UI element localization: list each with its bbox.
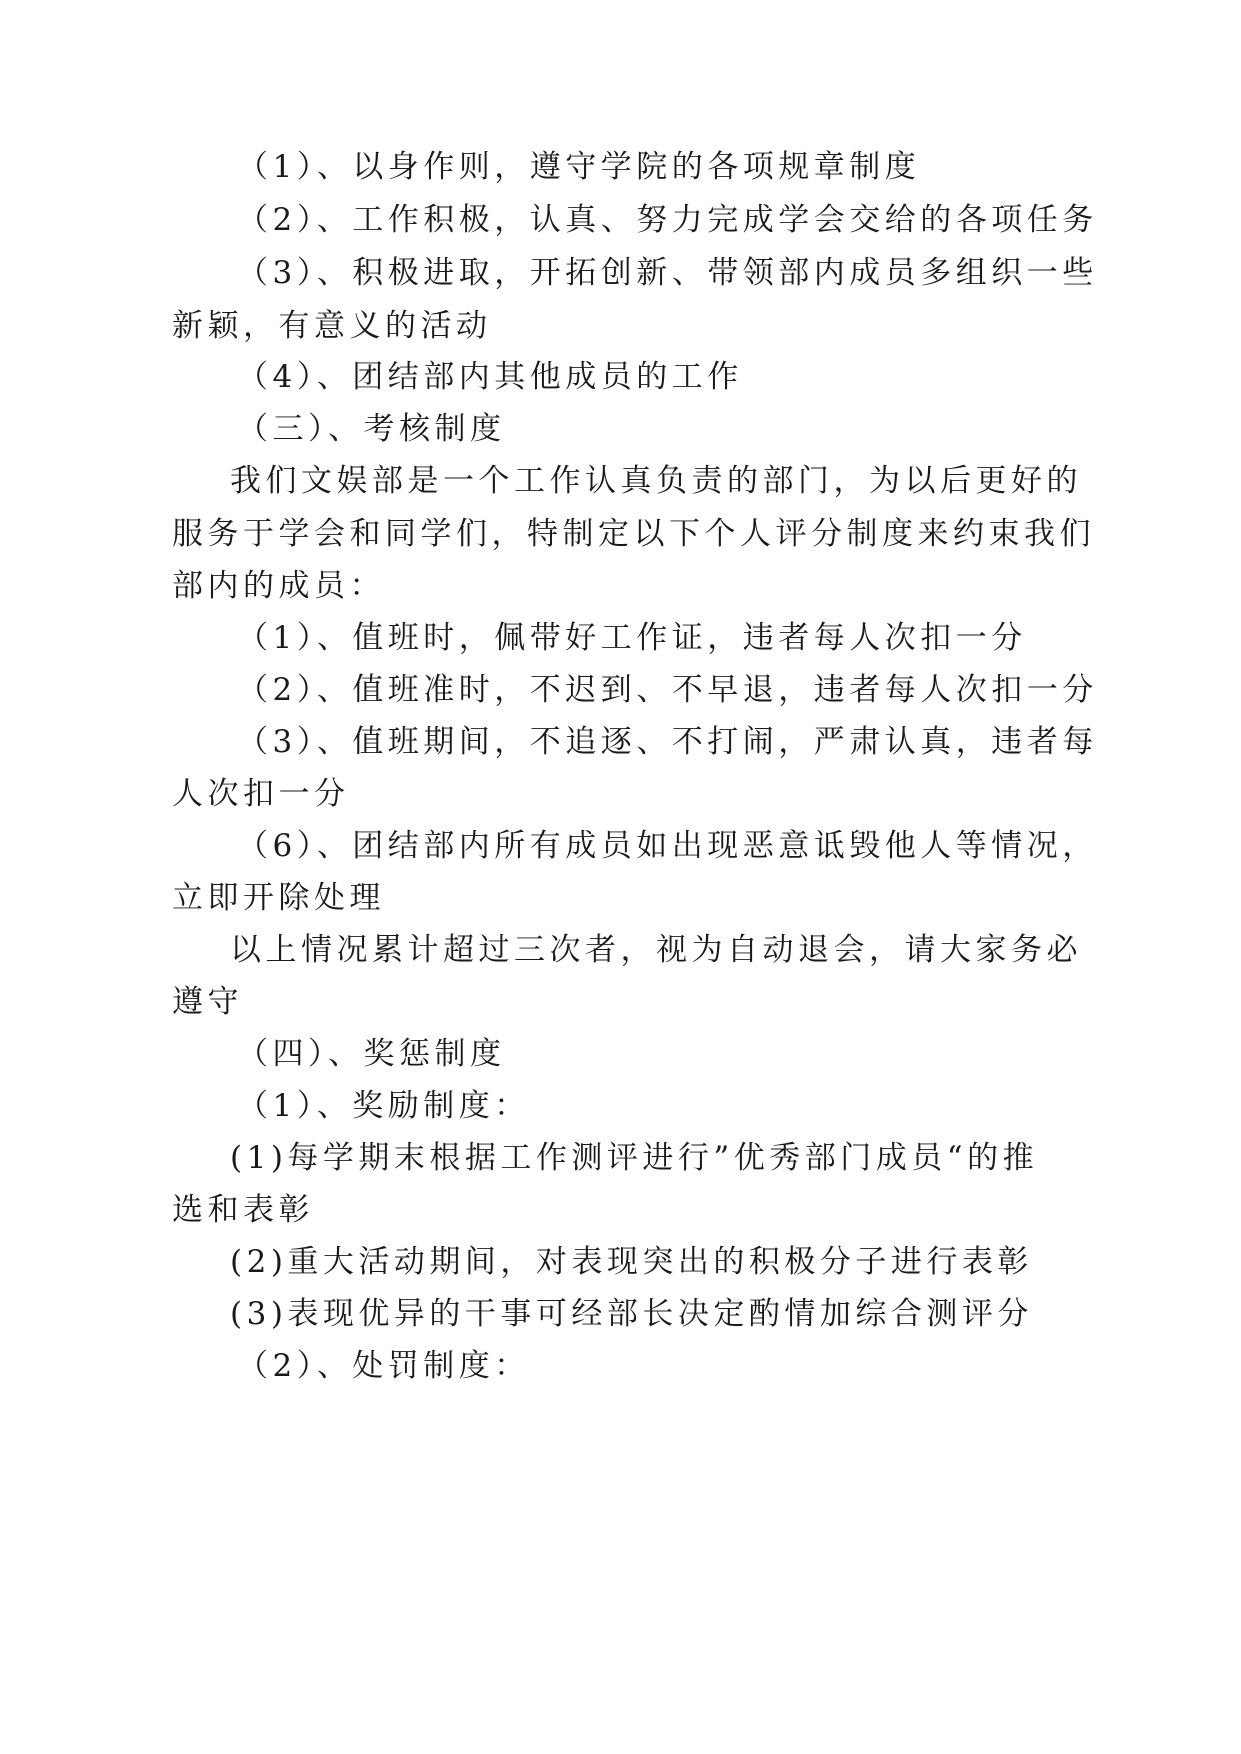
text-line: 服务于学会和同学们，特制定以下个人评分制度来约束我们 xyxy=(172,516,1095,552)
text-line: （2）、值班准时，不迟到、不早退，违者每人次扣一分 xyxy=(237,672,1098,708)
text-line: （6）、团结部内所有成员如出现恶意诋毁他人等情况， xyxy=(237,828,1098,864)
text-line: （4）、团结部内其他成员的工作 xyxy=(237,359,743,395)
text-line: （3）、积极进取，开拓创新、带领部内成员多组织一些 xyxy=(237,255,1098,291)
text-line: （三）、考核制度 xyxy=(237,411,506,447)
text-line: 立即开除处理 xyxy=(172,880,385,916)
text-line: （2）、工作积极，认真、努力完成学会交给的各项任务 xyxy=(237,202,1098,238)
text-line: 以上情况累计超过三次者，视为自动退会，请大家务必 xyxy=(230,932,1082,968)
text-line: （1）、值班时，佩带好工作证，违者每人次扣一分 xyxy=(237,620,1027,656)
text-line: （3）、值班期间，不追逐、不打闹，严肃认真，违者每 xyxy=(237,724,1098,760)
text-line: （1）、奖励制度： xyxy=(237,1088,530,1124)
text-line: 我们文娱部是一个工作认真负责的部门，为以后更好的 xyxy=(230,463,1082,499)
text-line: （四）、奖惩制度 xyxy=(237,1036,506,1072)
text-line: (2)重大活动期间，对表现突出的积极分子进行表彰 xyxy=(230,1244,1033,1280)
text-line: (3)表现优异的干事可经部长决定酌情加综合测评分 xyxy=(230,1296,1033,1332)
text-line: 遵守 xyxy=(172,984,243,1020)
text-line: 人次扣一分 xyxy=(172,776,350,812)
text-line: 部内的成员： xyxy=(172,568,385,604)
text-line: (1)每学期末根据工作测评进行”优秀部门成员“的推 xyxy=(230,1140,1039,1176)
text-line: （2）、处罚制度： xyxy=(237,1348,530,1384)
text-line: 新颖，有意义的活动 xyxy=(172,308,492,344)
text-line: 选和表彰 xyxy=(172,1192,314,1228)
text-line: （1）、以身作则，遵守学院的各项规章制度 xyxy=(237,149,921,185)
